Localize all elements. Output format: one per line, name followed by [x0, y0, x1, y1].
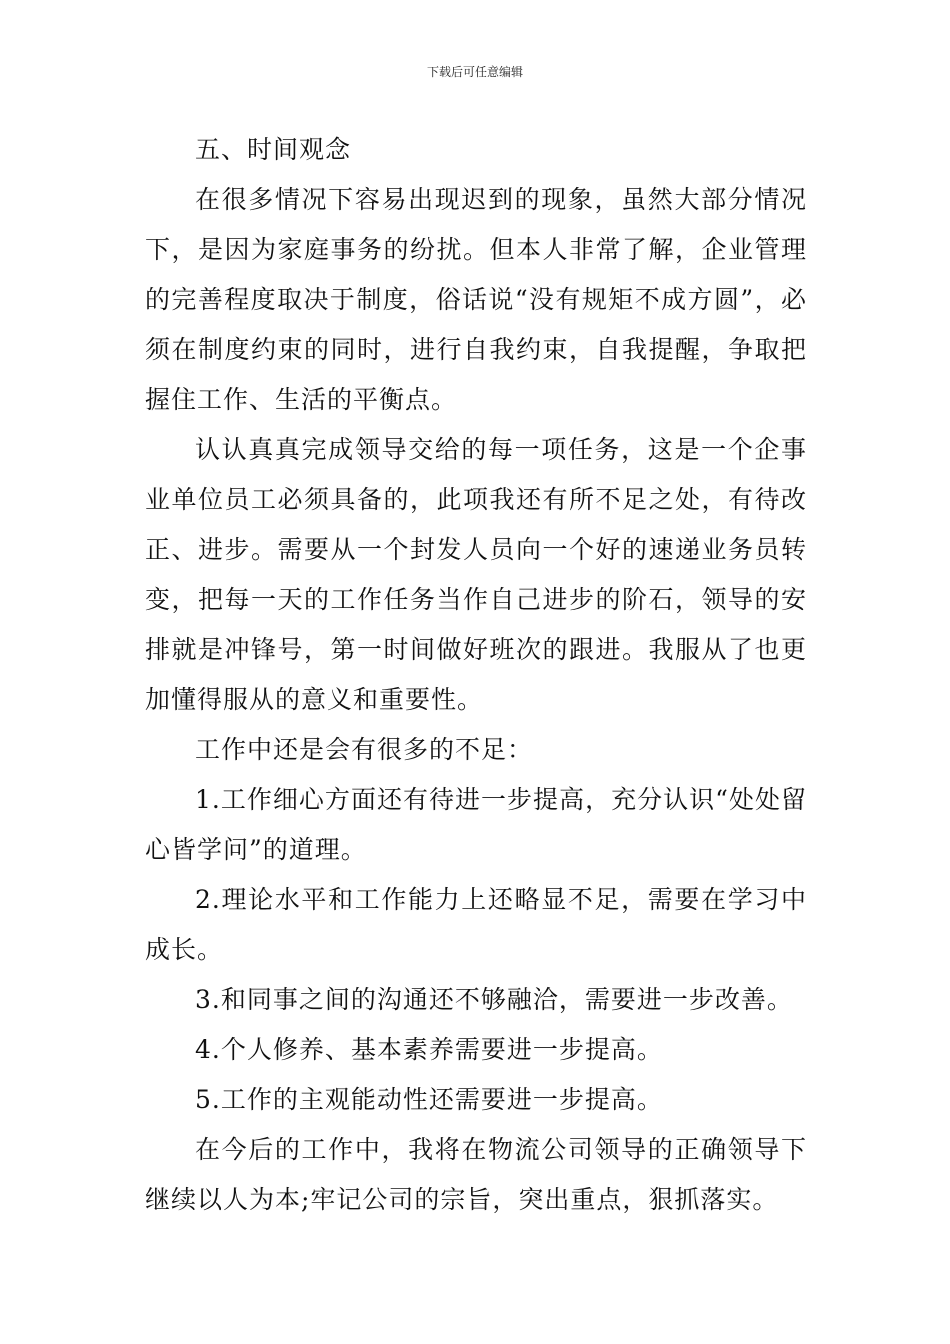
closing-paragraph: 在今后的工作中，我将在物流公司领导的正确领导下继续以人为本;牢记公司的宗旨，突出重点，狠抓落实。	[145, 1135, 807, 1214]
list-item: 3.和同事之间的沟通还不够融洽，需要进一步改善。	[195, 985, 793, 1014]
list-item: 4.个人修养、基本素养需要进一步提高。	[195, 1035, 663, 1064]
list-item: 2.理论水平和工作能力上还略显不足，需要在学习中成长。	[145, 885, 807, 964]
list-item: 5.工作的主观能动性还需要进一步提高。	[195, 1085, 663, 1114]
section-heading: 五、时间观念	[195, 135, 352, 164]
header-note: 下载后可任意编辑	[426, 65, 523, 79]
paragraph: 工作中还是会有很多的不足：	[195, 735, 534, 764]
paragraph: 认认真真完成领导交给的每一项任务，这是一个企事业单位员工必须具备的，此项我还有所不足之处，有待改正、进步。需要从一个封发人员向一个好的速递业务员转变，把每一天的工作任务当作自己进步的阶石，领导的安排就是冲锋号，第一时间做好班次的跟进。我服从了也更加懂得服从的意义和重要性。	[145, 435, 807, 714]
paragraph: 在很多情况下容易出现迟到的现象，虽然大部分情况下，是因为家庭事务的纷扰。但本人非常了解，企业管理的完善程度取决于制度，俗话说“没有规矩不成方圆”，必须在制度约束的同时，进行自我约束，自我提醒，争取把握住工作、生活的平衡点。	[145, 185, 807, 414]
list-item: 1.工作细心方面还有待进一步提高，充分认识“处处留心皆学问”的道理。	[145, 785, 807, 864]
document-body	[145, 125, 807, 1225]
